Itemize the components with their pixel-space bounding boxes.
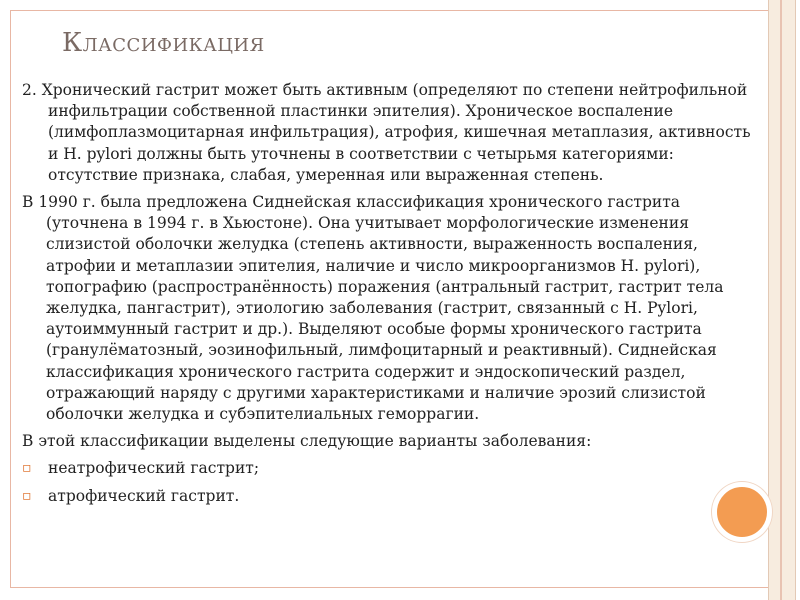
paragraph-2: В 1990 г. была предложена Сиднейская классификация хронического гастрита (уточнена в 1994 г. в Хьюстоне). Она учитывает морфологические изменения слизистой оболочки желудка (степень активности, выраженность воспаления, атрофии и метаплазии эпителия, наличие и число микроорганизмов H. pylori), топографию (распространённость) поражения (антральный гастрит, гастрит тела желудка, пангастрит), этиологию заболевания (гастрит, связанный с H. Pylori, аутоиммунный гастрит и др.). Выделяют особые формы хронического гастрита (гранулёматозный, эозинофильный, лимфоцитарный и реактивный). Сиднейская классификация хронического гастрита содержит и эндоскопический раздел, отражающий наряду с другими характеристиками и наличие эрозий слизистой оболочки желудка и субэпителиальных геморрагии. (22, 193, 724, 424)
bullet-text: неатрофический гастрит; (48, 459, 260, 478)
decorative-side-line (780, 0, 782, 600)
paragraph-1: 2. Хронический гастрит может быть активным (определяют по степени нейтрофильной инфильтрации собственной пластинки эпителия). Хроническое воспаление (лимфоплазмоцитарная инфильтрация), атрофия, кишечная метаплазия, активность и H. pylori должны быть уточнены в соответствии с четырьмя категориями: отсутствие признака, слабая, умеренная или выраженная степень. (22, 81, 751, 184)
bullet-item (22, 486, 758, 507)
bullet-marker-icon: ▫ (22, 460, 32, 477)
slide-content (22, 80, 758, 513)
bullet-marker-icon: ▫ (22, 487, 32, 504)
paragraph-3: В этой классификации выделены следующие варианты заболевания: (22, 432, 592, 451)
bullet-item (22, 458, 758, 479)
bullet-text: атрофический гастрит. (48, 486, 240, 505)
slide-title: Классификация (62, 28, 265, 58)
decorative-side-bar (768, 0, 796, 600)
